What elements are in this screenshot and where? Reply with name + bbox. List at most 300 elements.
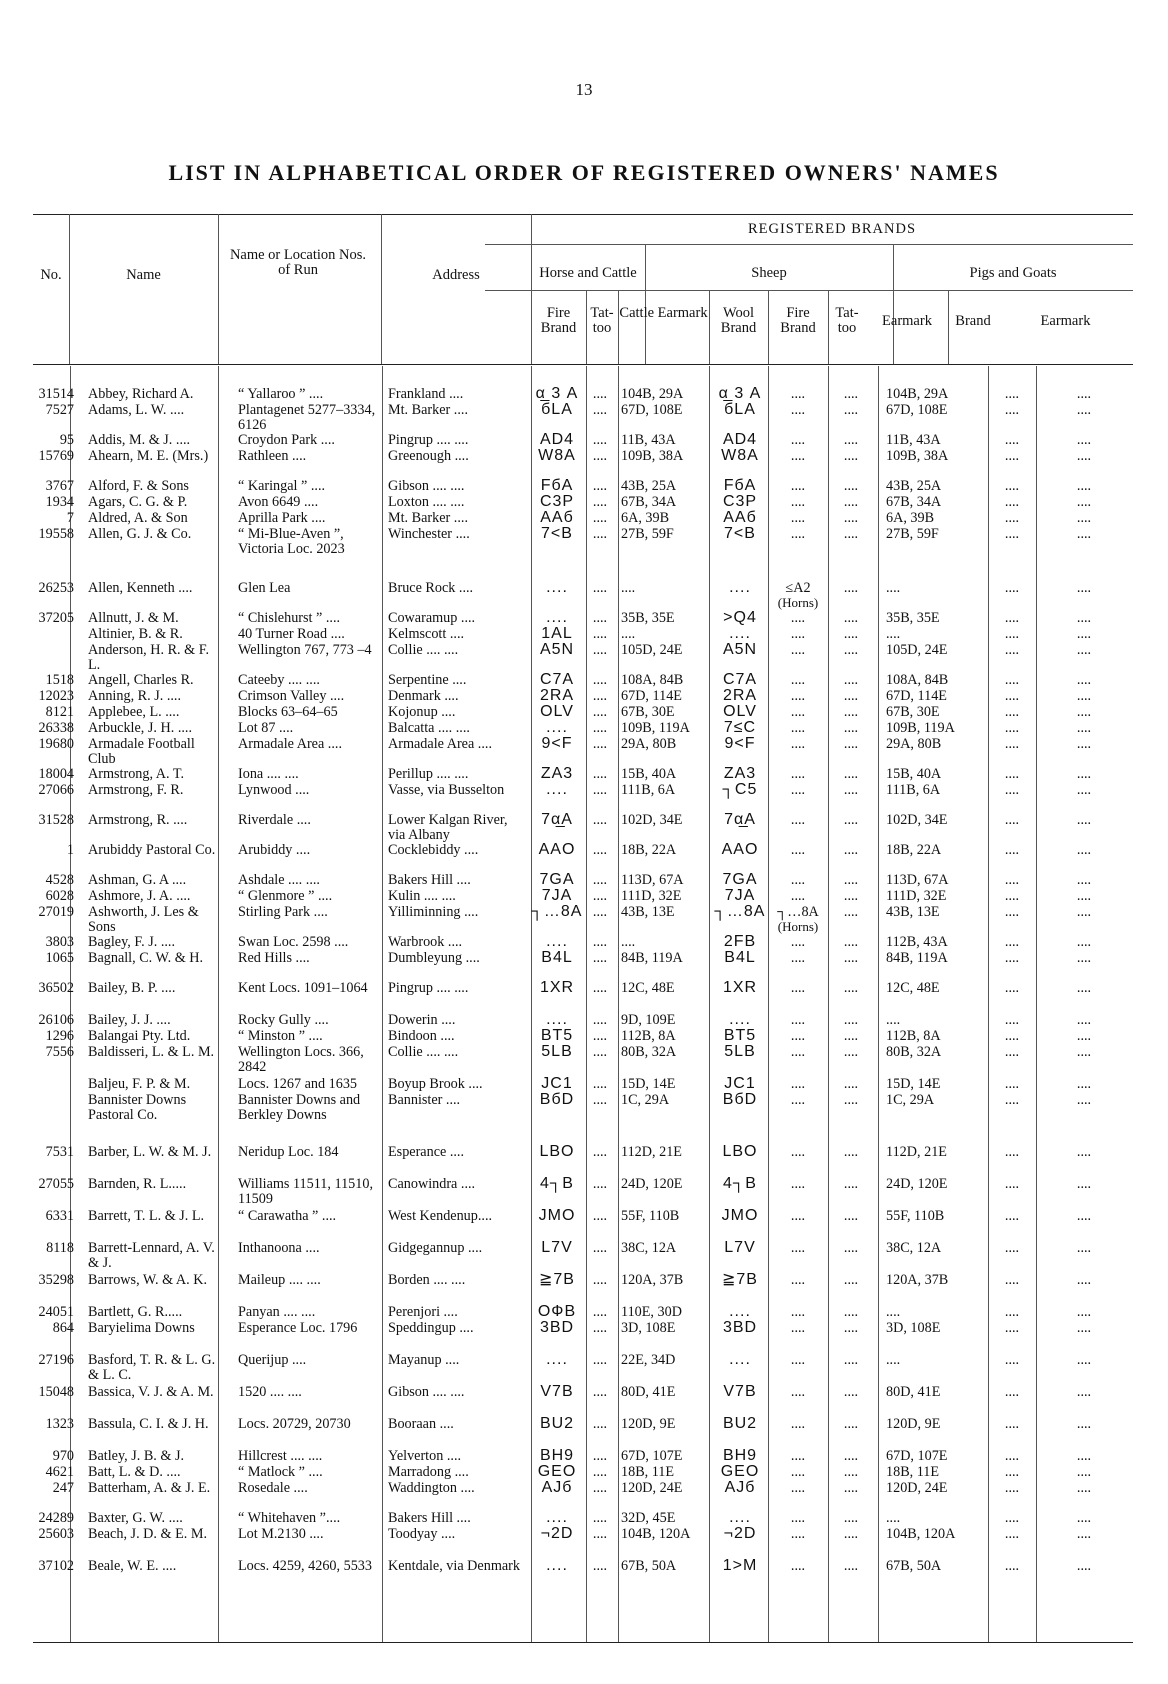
cell-st: .... [843,950,859,966]
cell-st: .... [843,1304,859,1320]
cell-name: Barrett, T. L. & J. L. [88,1208,205,1224]
cell-addr: Bakers Hill .... [388,1510,471,1526]
cell-cem: 112D, 21E [621,1144,682,1160]
cell-no: 1296 [45,1028,74,1044]
cell-loc: Stirling Park .... [238,904,328,920]
cell-loc: “ Whitehaven ”.... [238,1510,341,1526]
cell-cem: 29A, 80B [621,736,677,752]
cell-name: Allen, Kenneth .... [88,580,193,596]
cell-wb: BбD [722,1091,758,1108]
cell-pb: .... [1004,402,1020,418]
cell-sem: 67D, 108E [886,402,948,418]
cell-no: 7531 [45,1144,74,1160]
cell-name: Beale, W. E. .... [88,1558,177,1574]
cell-pb: .... [1004,980,1020,996]
cell-tat: .... [592,626,608,642]
cell-name: Balangai Pty. Ltd. [88,1028,191,1044]
cell-st: .... [843,402,859,418]
cell-pb: .... [1004,642,1020,658]
cell-pb: .... [1004,1480,1020,1496]
cell-pb: .... [1004,888,1020,904]
cell-fb: .... [790,1526,806,1542]
cell-cem: 120D, 9E [621,1416,676,1432]
cell-tat: .... [592,934,608,950]
cell-cem: 35B, 35E [621,610,675,626]
cell-name: Ashman, G. A .... [88,872,187,888]
cell-hb: AAO [538,841,576,858]
cell-hb: .... [546,933,568,950]
cell-addr: Bruce Rock .... [388,580,474,596]
cell-tat: .... [592,872,608,888]
cell-hb: AD4 [539,431,575,448]
cell-loc: Locs. 1267 and 1635 [238,1076,358,1092]
cell-fb: .... [790,494,806,510]
cell-sem: 15B, 40A [886,766,942,782]
cell-addr: Collie .... .... [388,1044,459,1060]
cell-st: .... [843,704,859,720]
cell-no: 15769 [38,448,74,464]
cell-sem: 111D, 32E [886,888,947,904]
cell-fb: .... [790,782,806,798]
cell-pb: .... [1004,736,1020,752]
cell-cem: 9D, 109E [621,1012,676,1028]
cell-cem: 15D, 14E [621,1076,676,1092]
header-sheep-fire-brand: Fire Brand [780,305,816,336]
cell-tat: .... [592,610,608,626]
cell-cem: 120D, 24E [621,1480,683,1496]
cell-wb: .... [729,579,751,596]
cell-tat: .... [592,1076,608,1092]
cell-sem: 67B, 34A [886,494,942,510]
cell-fb: .... [790,672,806,688]
cell-sem: 112D, 21E [886,1144,947,1160]
cell-no: 6028 [45,888,74,904]
cell-tat: .... [592,1092,608,1108]
cell-addr: Armadale Area .... [388,736,492,752]
cell-pb: .... [1004,1526,1020,1542]
cell-st: .... [843,626,859,642]
cell-no: 1934 [45,494,74,510]
cell-cem: 18B, 11E [621,1464,675,1480]
cell-pem: .... [1076,1416,1092,1432]
cell-name: Barrett-Lennard, A. V. & J. [88,1240,215,1271]
cell-tat: .... [592,1526,608,1542]
cell-tat: .... [592,736,608,752]
cell-tat: .... [592,1480,608,1496]
cell-fb: .... [790,1208,806,1224]
cell-hb: V7B [540,1383,574,1400]
cell-tat: .... [592,1416,608,1432]
cell-addr: Cocklebiddy .... [388,842,479,858]
cell-no: 27066 [38,782,74,798]
cell-no: 7 [66,510,74,526]
cell-st: .... [843,1092,859,1108]
cell-sem: 104B, 29A [886,386,949,402]
cell-pem: .... [1076,1304,1092,1320]
cell-st: .... [843,1144,859,1160]
cell-addr: Toodyay .... [388,1526,456,1542]
cell-pb: .... [1004,1208,1020,1224]
cell-cem: 108A, 84B [621,672,684,688]
header-pigs-goats: Pigs and Goats [969,265,1057,281]
header-horse-cattle: Horse and Cattle [539,265,637,281]
cell-no: 31528 [38,812,74,828]
cell-name: Addis, M. & J. .... [88,432,191,448]
header-cattle-earmark: Cattle Earmark [619,305,708,321]
cell-addr: Balcatta .... .... [388,720,470,736]
cell-no: 26253 [38,580,74,596]
cell-hb: 2RA [539,687,575,704]
cell-no: 8121 [45,704,74,720]
cell-tat: .... [592,580,608,596]
cell-name: Barber, L. W. & M. J. [88,1144,212,1160]
cell-tat: .... [592,402,608,418]
cell-no: 24051 [38,1304,74,1320]
cell-st: .... [843,1416,859,1432]
header-earmark: Earmark [882,313,932,329]
cell-st: .... [843,1272,859,1288]
header-sheep: Sheep [751,265,787,281]
cell-hb: .... [546,579,568,596]
cell-cem: .... [621,934,636,950]
cell-cem: 67D, 114E [621,688,682,704]
cell-pb: .... [1004,432,1020,448]
cell-pem: .... [1076,688,1092,704]
cell-pb: .... [1004,1176,1020,1192]
cell-fb: ≤A2 (Horns) [771,581,825,610]
cell-addr: Denmark .... [388,688,459,704]
cell-loc: Arubiddy .... [238,842,311,858]
cell-tat: .... [592,478,608,494]
cell-addr: Canowindra .... [388,1176,476,1192]
cell-hb: .... [546,781,568,798]
cell-cem: 27B, 59F [621,526,674,542]
cell-no: 1065 [45,950,74,966]
cell-wb: L7V [724,1239,756,1256]
cell-no: 1 [66,842,74,858]
cell-wb: C3P [722,493,758,510]
cell-fb: .... [790,934,806,950]
cell-name: Ashmore, J. A. .... [88,888,191,904]
cell-pb: .... [1004,386,1020,402]
cell-pem: .... [1076,766,1092,782]
cell-pem: .... [1076,872,1092,888]
cell-hb: ZA3 [540,765,574,782]
cell-tat: .... [592,1510,608,1526]
cell-name: Anderson, H. R. & F. L. [88,642,210,673]
cell-pem: .... [1076,626,1092,642]
cell-addr: Perenjori .... [388,1304,458,1320]
cell-hb: .... [546,609,568,626]
cell-pb: .... [1004,1272,1020,1288]
header-registered-brands: REGISTERED BRANDS [747,221,917,237]
cell-loc: Bannister Downs and Berkley Downs [238,1092,361,1123]
cell-sem: 111B, 6A [886,782,941,798]
cell-name: Armstrong, A. T. [88,766,185,782]
cell-sem: 3D, 108E [886,1320,941,1336]
cell-addr: Yelverton .... [388,1448,462,1464]
cell-cem: 15B, 40A [621,766,677,782]
cell-hb: FбA [540,477,574,494]
cell-addr: Kelmscott .... [388,626,465,642]
cell-pem: .... [1076,1464,1092,1480]
cell-pem: .... [1076,934,1092,950]
cell-fb: .... [790,1384,806,1400]
cell-pb: .... [1004,872,1020,888]
cell-hb: JMO [538,1207,576,1224]
cell-tat: .... [592,720,608,736]
cell-sem: 35B, 35E [886,610,940,626]
cell-st: .... [843,904,859,920]
bottom-rule [33,1642,1133,1643]
cell-wb: 7≤C [723,719,757,736]
cell-name: Adams, L. W. .... [88,402,185,418]
cell-hb: C7A [539,671,575,688]
cell-st: .... [843,766,859,782]
cell-no: 36502 [38,980,74,996]
cell-st: .... [843,1464,859,1480]
cell-st: .... [843,510,859,526]
cell-st: .... [843,1044,859,1060]
cell-cem: 43B, 13E [621,904,675,920]
cell-pem: .... [1076,580,1092,596]
cell-pb: .... [1004,904,1020,920]
cell-cem: 67B, 30E [621,704,675,720]
cell-addr: Marradong .... [388,1464,469,1480]
cell-pem: .... [1076,1076,1092,1092]
cell-fb: .... [790,888,806,904]
cell-tat: .... [592,1272,608,1288]
cell-sem: 29A, 80B [886,736,942,752]
cell-pem: .... [1076,1448,1092,1464]
cell-name: Angell, Charles R. [88,672,194,688]
cell-no: 15048 [38,1384,74,1400]
cell-sem: 108A, 84B [886,672,949,688]
cell-pem: .... [1076,672,1092,688]
cell-pem: .... [1076,1176,1092,1192]
cell-sem: 15D, 14E [886,1076,941,1092]
cell-tat: .... [592,1028,608,1044]
cell-tat: .... [592,888,608,904]
horns-note: (Horns) [777,918,819,934]
cell-tat: .... [592,1558,608,1574]
cell-wb: LBO [722,1143,758,1160]
cell-hb: ≧7B [539,1271,575,1288]
cell-loc: Croydon Park .... [238,432,335,448]
cell-fb: .... [790,1144,806,1160]
cell-addr: Greenough .... [388,448,469,464]
cell-tat: .... [592,1320,608,1336]
horns-note: (Horns) [777,594,819,610]
cell-fb: .... [790,704,806,720]
cell-tat: .... [592,432,608,448]
cell-pb: .... [1004,766,1020,782]
cell-loc: Inthanoona .... [238,1240,320,1256]
cell-hb: BH9 [539,1447,575,1464]
cell-name: Beach, J. D. & E. M. [88,1526,208,1542]
cell-no: 19680 [38,736,74,752]
cell-sem: 43B, 25A [886,478,942,494]
cell-loc: Crimson Valley .... [238,688,345,704]
cell-loc: “ Carawatha ” .... [238,1208,337,1224]
cell-fb: .... [790,642,806,658]
cell-no: 970 [52,1448,74,1464]
cell-st: .... [843,782,859,798]
cell-fb: .... [790,1448,806,1464]
cell-wb: GEO [720,1463,760,1480]
header-pig-earmark: Earmark [1040,313,1091,329]
cell-addr: Dumbleyung .... [388,950,480,966]
cell-cem: 55F, 110B [621,1208,680,1224]
cell-sem: 102D, 34E [886,812,948,828]
cell-addr: Boyup Brook .... [388,1076,483,1092]
cell-wb: 2FB [723,933,757,950]
cell-st: .... [843,1240,859,1256]
cell-fb: .... [790,842,806,858]
cell-name: Bassica, V. J. & A. M. [88,1384,214,1400]
cell-tat: .... [592,842,608,858]
cell-wb: A5N [722,641,758,658]
cell-wb: C7A [722,671,758,688]
cell-st: .... [843,1352,859,1368]
cell-hb: W8A [538,447,576,464]
cell-loc: Riverdale .... [238,812,311,828]
cell-pem: .... [1076,904,1092,920]
cell-addr: Bakers Hill .... [388,872,471,888]
cell-name: Bassula, C. I. & J. H. [88,1416,209,1432]
cell-wb: 3BD [722,1319,758,1336]
header-tattoo: Tat-too [590,305,614,336]
cell-tat: .... [592,1240,608,1256]
cell-hb: C3P [539,493,575,510]
cell-st: .... [843,580,859,596]
cell-pb: .... [1004,1416,1020,1432]
cell-st: .... [843,736,859,752]
cell-hb: .... [546,1011,568,1028]
cell-loc: Plantagenet 5277–3334, 6126 [238,402,376,433]
cell-pem: .... [1076,842,1092,858]
cell-st: .... [843,842,859,858]
cell-pem: .... [1076,1012,1092,1028]
cell-pem: .... [1076,1028,1092,1044]
cell-cem: 111B, 6A [621,782,676,798]
cell-loc: Wellington Locs. 366, 2842 [238,1044,364,1075]
cell-wb: BH9 [722,1447,758,1464]
cell-fb: .... [790,610,806,626]
cell-no: 95 [59,432,74,448]
cell-pb: .... [1004,1352,1020,1368]
cell-st: .... [843,1448,859,1464]
cell-st: .... [843,1176,859,1192]
cell-sem: 109B, 38A [886,448,949,464]
cell-st: .... [843,1384,859,1400]
cell-fb: .... [790,1320,806,1336]
cell-pem: .... [1076,1320,1092,1336]
cell-fb: .... [790,386,806,402]
cell-hb: 5LB [541,1043,573,1060]
cell-hb: ¬2D [540,1525,574,1542]
cell-addr: Perillup .... .... [388,766,469,782]
cell-name: Basford, T. R. & L. G. & L. C. [88,1352,216,1383]
cell-no: 31514 [38,386,74,402]
cell-loc: Red Hills .... [238,950,310,966]
cell-sem: 55F, 110B [886,1208,945,1224]
cell-name: Agars, C. G. & P. [88,494,188,510]
cell-sem: 105D, 24E [886,642,948,658]
cell-st: .... [843,1558,859,1574]
cell-fb: .... [790,1464,806,1480]
cell-cem: 24D, 120E [621,1176,683,1192]
cell-wb: .... [729,1509,751,1526]
cell-cem: 120A, 37B [621,1272,684,1288]
cell-tat: .... [592,812,608,828]
cell-name: Bailey, J. J. .... [88,1012,171,1028]
cell-pem: .... [1076,1044,1092,1060]
cell-wb: 1>M [722,1557,758,1574]
cell-cem: 109B, 38A [621,448,684,464]
cell-cem: 11B, 43A [621,432,676,448]
cell-wb: BU2 [722,1415,758,1432]
cell-st: .... [843,448,859,464]
cell-pem: .... [1076,1510,1092,1526]
cell-loc: Lot M.2130 .... [238,1526,324,1542]
cell-fb: .... [790,720,806,736]
cell-sem: .... [886,626,901,642]
cell-pb: .... [1004,950,1020,966]
cell-pb: .... [1004,812,1020,828]
cell-pem: .... [1076,402,1092,418]
cell-wb: 4┐B [723,1175,757,1192]
cell-pem: .... [1076,478,1092,494]
cell-sem: 109B, 119A [886,720,955,736]
cell-addr: Serpentine .... [388,672,467,688]
cell-name: Abbey, Richard A. [88,386,194,402]
cell-hb: .... [546,1509,568,1526]
cell-pem: .... [1076,720,1092,736]
cell-addr: Pingrup .... .... [388,980,469,996]
cell-pb: .... [1004,1012,1020,1028]
cell-pb: .... [1004,1044,1020,1060]
cell-cem: 110E, 30D [621,1304,682,1320]
cell-name: Batley, J. B. & J. [88,1448,185,1464]
cell-cem: .... [621,580,636,596]
cell-loc: Blocks 63–64–65 [238,704,338,720]
cell-loc: “ Glenmore ” .... [238,888,333,904]
cell-loc: Avon 6649 .... [238,494,319,510]
cell-no: 7556 [45,1044,74,1060]
cell-wb: 7<B [724,525,756,542]
cell-wb: JMO [721,1207,759,1224]
cell-sem: .... [886,1012,901,1028]
cell-name: Allnutt, J. & M. [88,610,179,626]
cell-tat: .... [592,386,608,402]
cell-pem: .... [1076,1384,1092,1400]
cell-loc: “ Minston ” .... [238,1028,323,1044]
cell-pem: .... [1076,1352,1092,1368]
cell-tat: .... [592,1208,608,1224]
cell-pem: .... [1076,1480,1092,1496]
cell-pem: .... [1076,1240,1092,1256]
cell-fb: .... [790,688,806,704]
cell-st: .... [843,812,859,828]
cell-pem: .... [1076,494,1092,510]
cell-tat: .... [592,672,608,688]
cell-sem: 43B, 13E [886,904,940,920]
cell-pem: .... [1076,1092,1092,1108]
header-address: Address [432,267,480,283]
cell-tat: .... [592,704,608,720]
cell-sem: 112B, 8A [886,1028,941,1044]
